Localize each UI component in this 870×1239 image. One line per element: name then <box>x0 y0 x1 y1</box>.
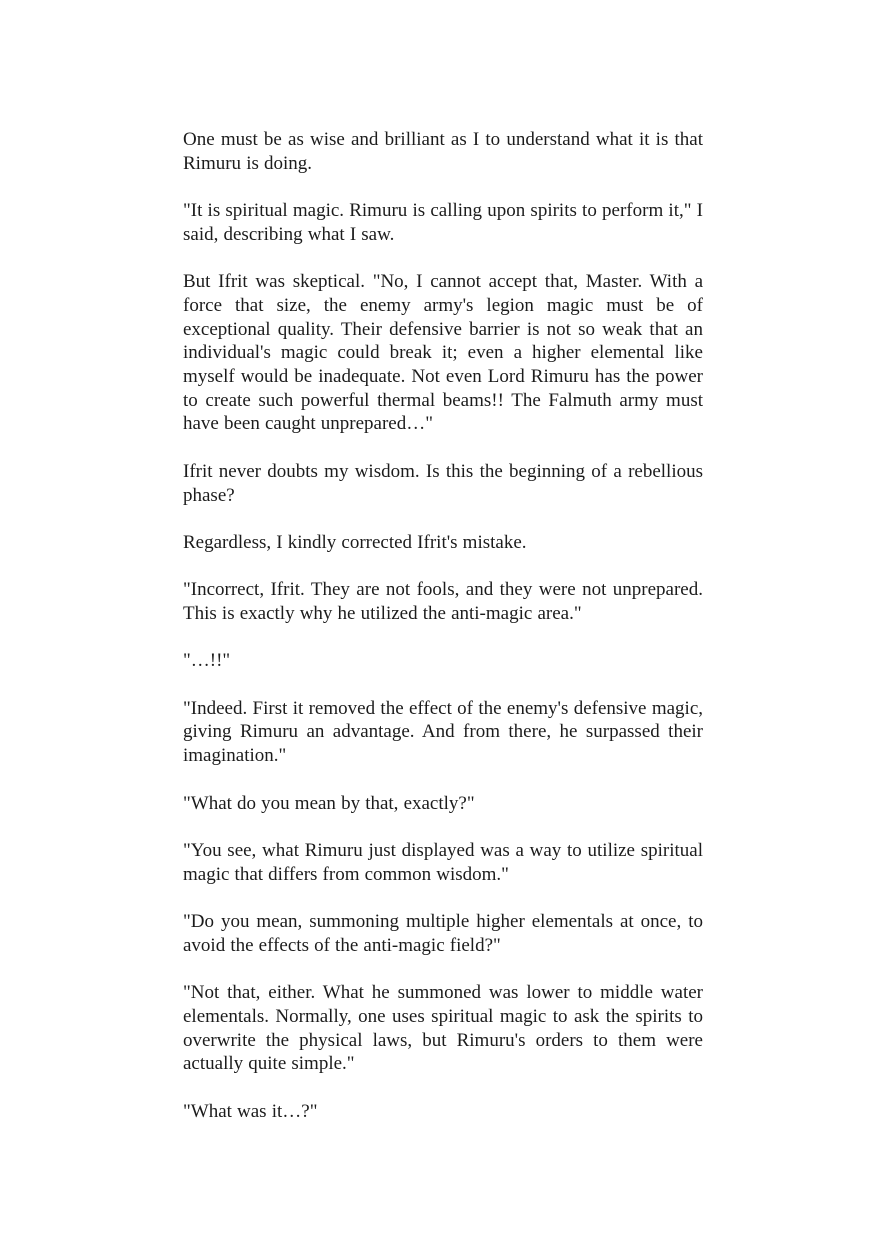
paragraph: "Incorrect, Ifrit. They are not fools, and they were not unprepared. This is exactly why he utilized the anti-magic area." <box>183 579 703 624</box>
page-text-column <box>183 128 703 1123</box>
paragraph: "Do you mean, summoning multiple higher elementals at once, to avoid the effects of the anti-magic field?" <box>183 911 703 956</box>
paragraph: "What was it…?" <box>183 1100 318 1122</box>
paragraph: "You see, what Rimuru just displayed was a way to utilize spiritual magic that differs from common wisdom." <box>183 839 703 885</box>
paragraph: "It is spiritual magic. Rimuru is calling upon spirits to perform it," I said, describing what I saw. <box>183 200 703 245</box>
paragraph: Regardless, I kindly corrected Ifrit's mistake. <box>183 531 527 553</box>
paragraph: "…!!" <box>183 650 231 672</box>
paragraph: One must be as wise and brilliant as I to understand what it is that Rimuru is doing. <box>183 129 703 174</box>
paragraph: But Ifrit was skeptical. "No, I cannot accept that, Master. With a force that size, the enemy army's legion magic must be of exceptional quality. Their defensive barrier is not so weak that an individual's magic could break it; even a higher elemental like myself would be inadequate. Not even Lord Rimuru has the power to create such powerful thermal beams!! The Falmuth army must have been caught unprepared…" <box>183 271 703 435</box>
paragraph: Ifrit never doubts my wisdom. Is this the beginning of a rebellious phase? <box>183 460 703 506</box>
paragraph: "What do you mean by that, exactly?" <box>183 792 475 814</box>
paragraph: "Indeed. First it removed the effect of the enemy's defensive magic, giving Rimuru an advantage. And from there, he surpassed their imagination." <box>183 697 703 767</box>
paragraph: "Not that, either. What he summoned was lower to middle water elementals. Normally, one uses spiritual magic to ask the spirits to overwrite the physical laws, but Rimuru's orders to them were actually quite simple." <box>183 982 703 1075</box>
